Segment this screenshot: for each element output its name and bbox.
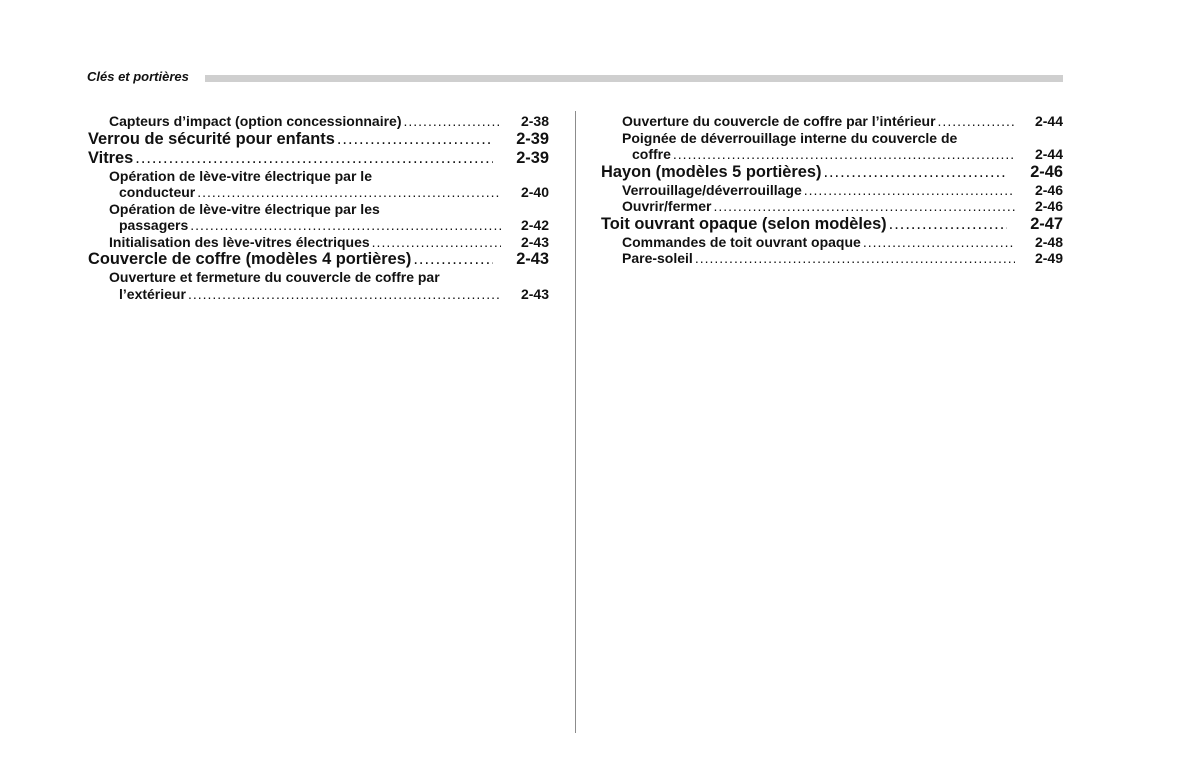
dot-leader (404, 113, 502, 130)
toc-entry-title: Hayon (modèles 5 portières) (601, 162, 822, 181)
section-title: Clés et portières (87, 69, 189, 84)
toc-entry-page: 2-47 (1030, 214, 1063, 233)
toc-entry[interactable] (88, 130, 549, 149)
toc-entry-title: conducteur (119, 184, 196, 200)
toc-entry[interactable] (601, 163, 1063, 182)
toc-entry-page: 2-46 (1030, 162, 1063, 181)
toc-entry[interactable] (88, 234, 549, 251)
toc-entry-title: Toit ouvrant opaque (selon modèles) (601, 214, 887, 233)
dot-leader (713, 198, 1015, 215)
toc-entry-title: Couvercle de coffre (modèles 4 portières) (88, 250, 412, 268)
toc-entry-title: Verrouillage/déverrouillage (622, 181, 802, 198)
dot-leader (188, 286, 501, 303)
toc-entry-title: Ouvrir/fermer (622, 198, 712, 214)
toc-entry-title: passagers (119, 217, 189, 233)
toc-entry-page: 2-43 (520, 285, 549, 302)
dot-leader (889, 215, 1007, 234)
toc-entry[interactable] (601, 113, 1063, 130)
toc-entry-title: Initialisation des lève-vitres électriques (109, 233, 370, 250)
toc-entry-page: 2-49 (1034, 250, 1063, 266)
toc-entry-page: 2-42 (520, 217, 549, 233)
toc-entry-page: 2-40 (520, 184, 549, 200)
dot-leader (695, 250, 1015, 267)
toc-entry-title-line: Opération de lève-vitre électrique par le (109, 167, 372, 184)
dot-leader (823, 163, 1007, 182)
dot-leader (190, 217, 501, 234)
toc-entry-page: 2-46 (1034, 181, 1063, 198)
toc-entry-page: 2-48 (1034, 233, 1063, 250)
toc-entry[interactable] (601, 234, 1063, 251)
toc-entry-page: 2-43 (520, 233, 549, 250)
dot-leader (372, 234, 501, 251)
toc-entry-page: 2-46 (1034, 198, 1063, 214)
dot-leader (673, 146, 1015, 163)
toc-entry-page: 2-44 (1034, 146, 1063, 162)
dot-leader (337, 130, 493, 149)
header-bar (205, 75, 1063, 82)
toc-entry[interactable] (88, 149, 549, 168)
dot-leader (413, 250, 493, 269)
toc-entry-title: Capteurs d’impact (option concessionnaire) (109, 113, 402, 129)
dot-leader (197, 184, 501, 201)
toc-entry[interactable] (601, 198, 1063, 215)
toc-entry-title-line: Opération de lève-vitre électrique par les (109, 200, 380, 217)
toc-entry-title-line: Poignée de déverrouillage interne du couvercle de (622, 129, 958, 146)
toc-entry-page: 2-39 (516, 148, 549, 167)
toc-entry-title: Ouverture du couvercle de coffre par l’intérieur (622, 113, 936, 129)
toc-entry[interactable] (88, 250, 549, 269)
toc-entry-page: 2-39 (516, 129, 549, 148)
toc-entry-title: Pare-soleil (622, 250, 693, 266)
toc-entry-title: l’extérieur (119, 285, 186, 302)
dot-leader (863, 234, 1015, 251)
toc-entry[interactable] (601, 182, 1063, 199)
toc-entry-title: Commandes de toit ouvrant opaque (622, 233, 861, 250)
toc-entry-title: Vitres (88, 148, 134, 167)
toc-entry[interactable] (88, 201, 549, 234)
column-divider (575, 111, 576, 733)
toc-entry-page: 2-43 (516, 250, 549, 268)
toc-entry[interactable] (601, 250, 1063, 267)
toc-entry[interactable] (88, 113, 549, 130)
toc-entry-title: Verrou de sécurité pour enfants (88, 129, 335, 148)
toc-entry[interactable] (88, 168, 549, 201)
toc-entry-title-line: Ouverture et fermeture du couvercle de coffre par (109, 269, 440, 285)
toc-entry-page: 2-44 (1034, 113, 1063, 129)
toc-entry[interactable] (88, 269, 549, 302)
toc-left-column (88, 113, 549, 302)
dot-leader (938, 113, 1015, 130)
dot-leader (135, 149, 493, 168)
dot-leader (804, 182, 1015, 199)
toc-entry[interactable] (601, 215, 1063, 234)
toc-entry-title: coffre (632, 146, 671, 162)
toc-right-column (601, 113, 1063, 267)
toc-entry-page: 2-38 (520, 113, 549, 129)
toc-entry[interactable] (601, 130, 1063, 163)
